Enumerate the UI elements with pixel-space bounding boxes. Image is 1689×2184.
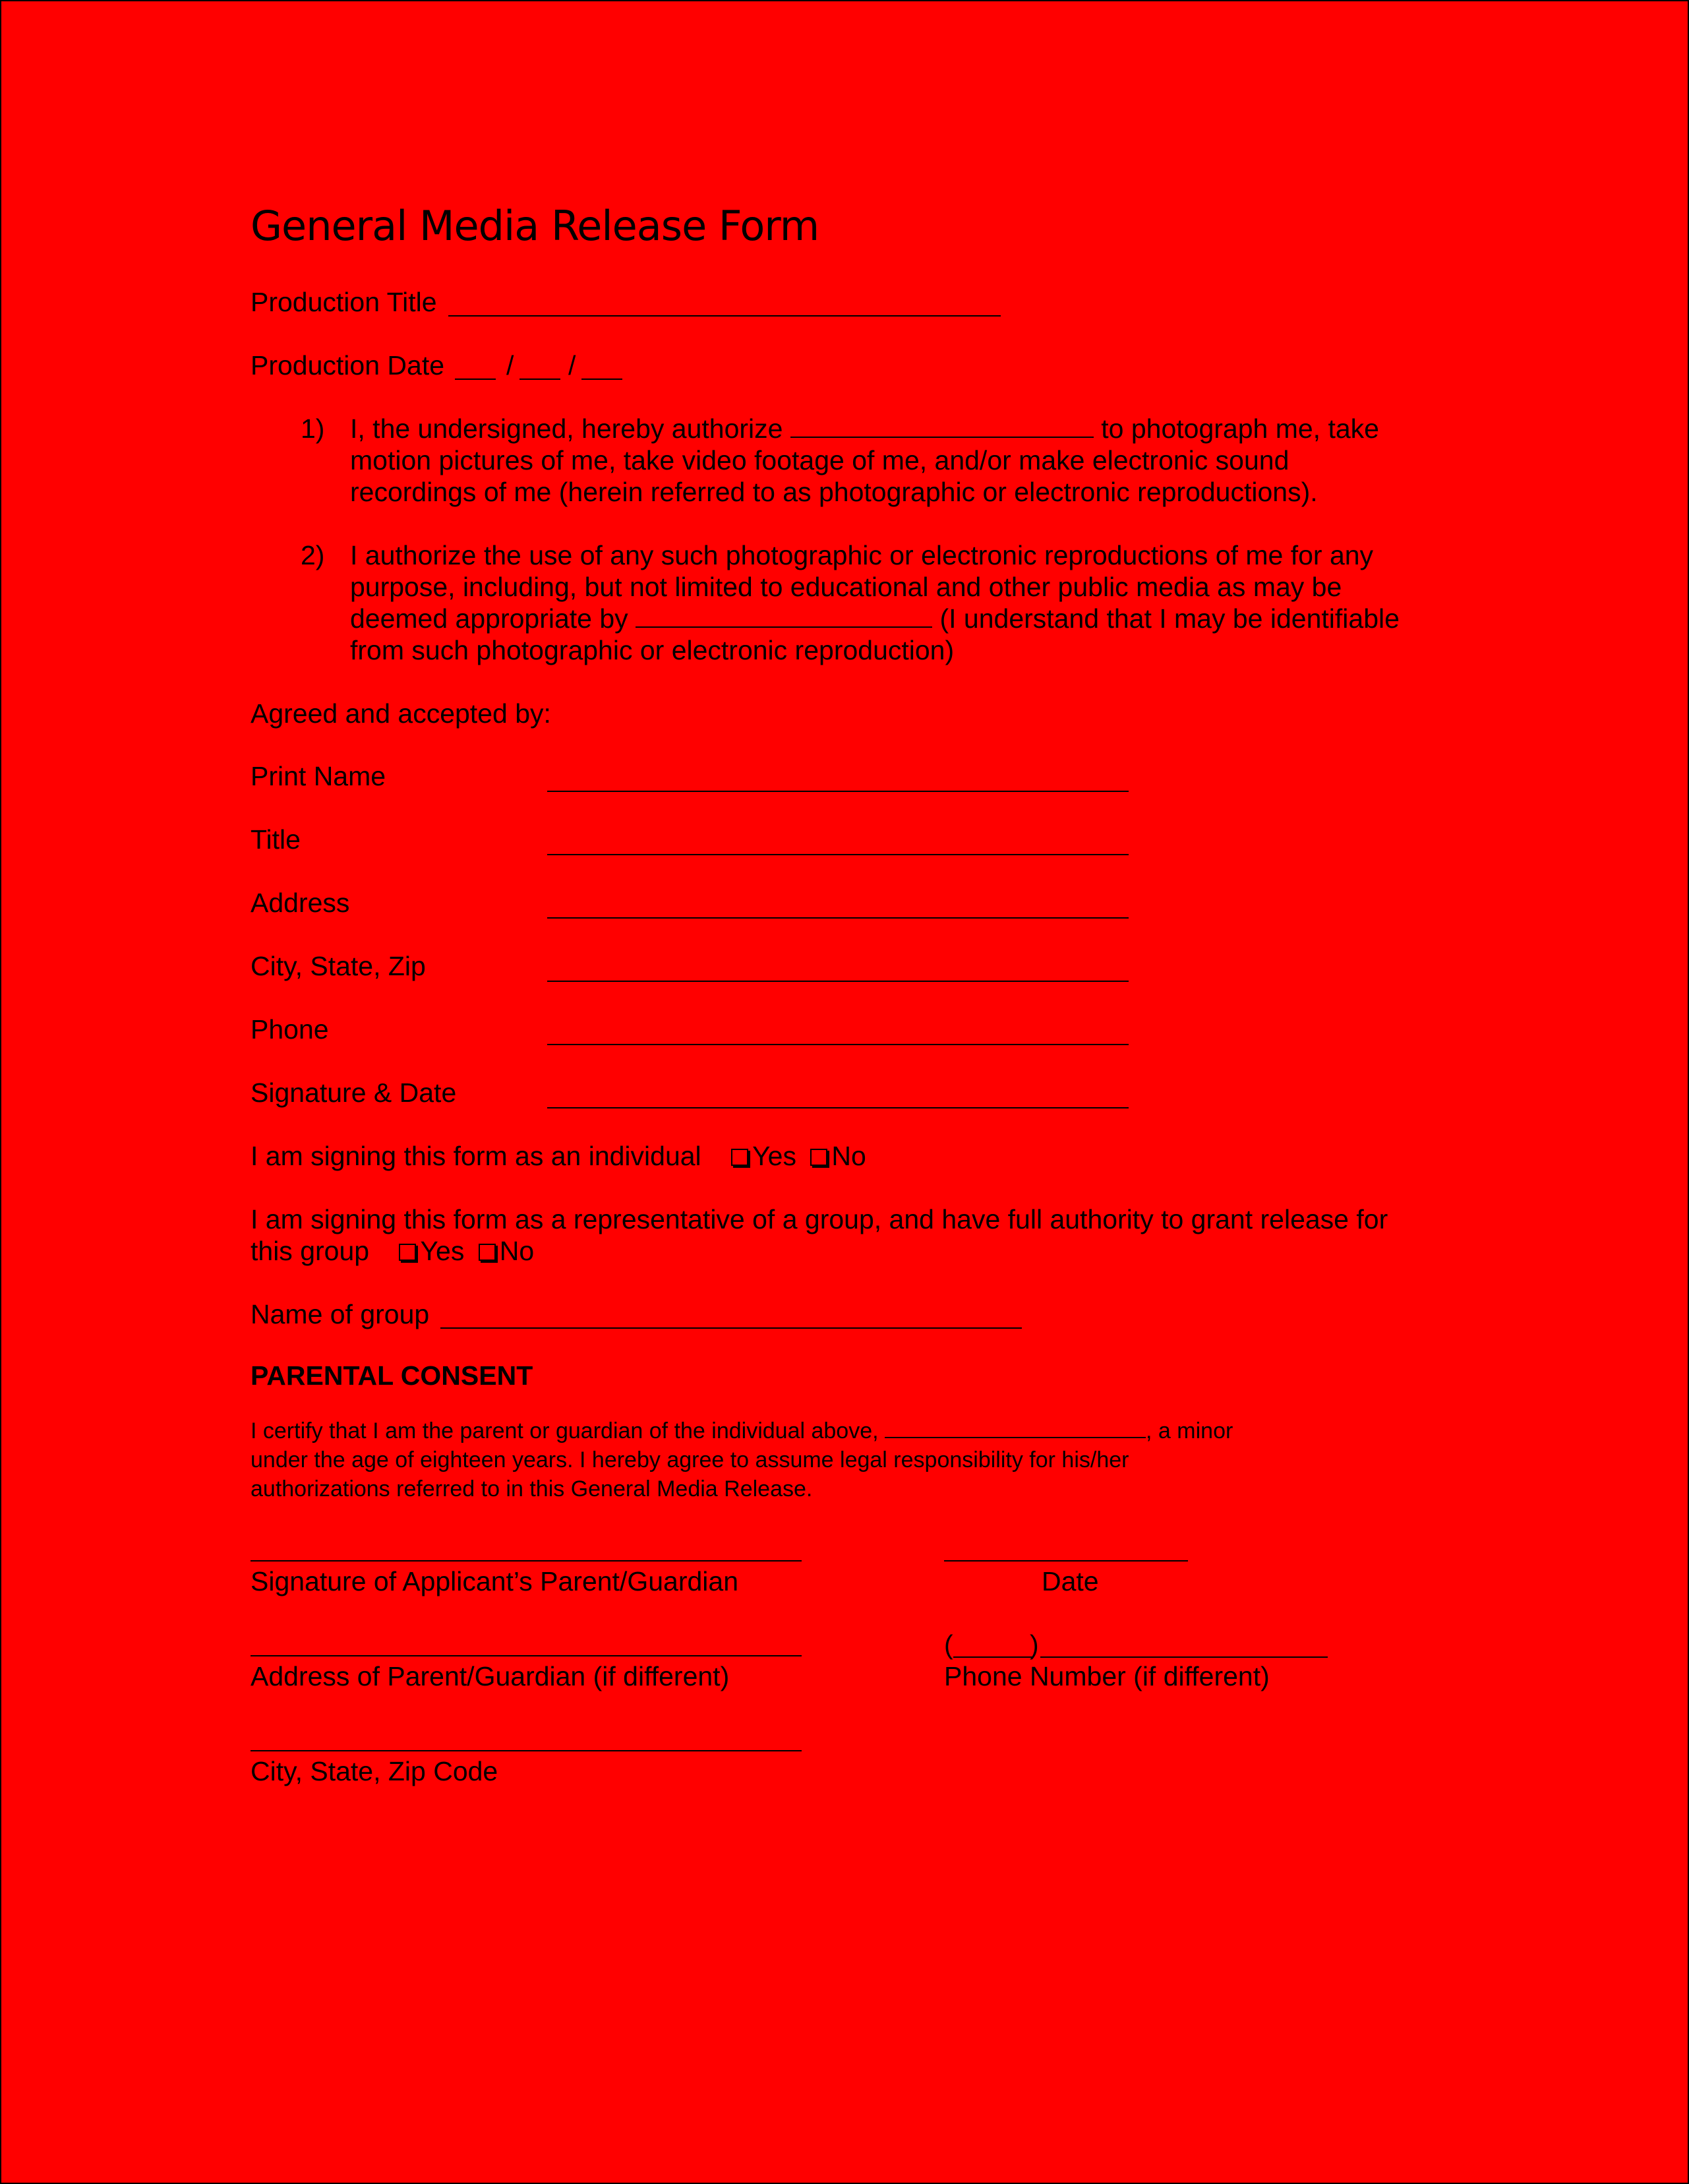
signature-date-input[interactable] bbox=[547, 1107, 1129, 1108]
parent-city-state-zip-label: City, State, Zip Code bbox=[251, 1756, 498, 1786]
phone-area-code-open: ( bbox=[944, 1629, 953, 1660]
group-question-line1: I am signing this form as a representative of a group, and have full authority to grant release for bbox=[251, 1204, 1388, 1234]
individual-question-row bbox=[251, 1140, 866, 1172]
authorization-text: I, the undersigned, hereby authorize bbox=[350, 413, 783, 444]
no-label: No bbox=[831, 1141, 866, 1171]
address-input[interactable] bbox=[547, 917, 1129, 919]
individual-no-checkbox[interactable] bbox=[810, 1149, 827, 1166]
authorization-text-continued: to photograph me, take motion pictures of me, take video footage of me, and/or make electronic sound recordings of me (herein referred to as photographic or electronic reproductions). bbox=[350, 413, 1379, 507]
parent-phone-label: Phone Number (if different) bbox=[944, 1661, 1270, 1691]
appropriate-party-input[interactable] bbox=[636, 604, 932, 628]
title-label: Title bbox=[251, 824, 301, 855]
city-state-zip-input[interactable] bbox=[547, 981, 1129, 982]
parental-consent-text-minor: , a minor bbox=[1146, 1418, 1233, 1443]
usage-text: I authorize the use of any such photographic or electronic reproductions of me for any purpose, including, but not limited to educational and other public media as may be deemed appropriate by bbox=[350, 540, 1374, 634]
parent-date-label: Date bbox=[1042, 1566, 1099, 1596]
production-date-label: Production Date bbox=[251, 350, 445, 380]
parent-date-input[interactable] bbox=[944, 1560, 1188, 1562]
minor-name-input[interactable] bbox=[885, 1418, 1146, 1438]
print-name-label: Print Name bbox=[251, 761, 386, 791]
phone-label: Phone bbox=[251, 1014, 329, 1045]
production-date-year-input[interactable] bbox=[581, 379, 622, 380]
group-question-line2: this group bbox=[251, 1236, 370, 1266]
parental-consent-heading: PARENTAL CONSENT bbox=[251, 1360, 533, 1391]
group-yes-checkbox[interactable] bbox=[399, 1244, 416, 1261]
city-state-zip-label: City, State, Zip bbox=[251, 951, 426, 981]
parent-address-input[interactable] bbox=[251, 1655, 802, 1656]
parent-signature-label: Signature of Applicant’s Parent/Guardian bbox=[251, 1566, 739, 1596]
parent-phone-number-input[interactable] bbox=[1040, 1656, 1328, 1658]
parent-phone-area-code-input[interactable] bbox=[953, 1656, 1034, 1658]
group-name-label: Name of group bbox=[251, 1299, 430, 1329]
date-separator: / bbox=[506, 350, 514, 380]
parental-consent-line1 bbox=[251, 1416, 1233, 1445]
title-input[interactable] bbox=[547, 854, 1129, 855]
yes-label: Yes bbox=[752, 1141, 796, 1171]
parent-address-label: Address of Parent/Guardian (if different) bbox=[251, 1661, 730, 1691]
item-number: 2) bbox=[301, 540, 325, 570]
parent-city-state-zip-input[interactable] bbox=[251, 1750, 802, 1751]
date-separator: / bbox=[568, 350, 576, 380]
production-date-month-input[interactable] bbox=[455, 379, 496, 380]
parental-consent-line2: under the age of eighteen years. I hereby agree to assume legal responsibility for his/her bbox=[251, 1447, 1129, 1472]
form-title: General Media Release Form bbox=[251, 202, 819, 250]
item-number: 1) bbox=[301, 413, 325, 444]
authorization-paragraph-1 bbox=[350, 413, 1418, 508]
group-name-input[interactable] bbox=[440, 1327, 1022, 1329]
agreed-label: Agreed and accepted by: bbox=[251, 698, 551, 729]
address-label: Address bbox=[251, 888, 350, 918]
signature-date-label: Signature & Date bbox=[251, 1077, 457, 1108]
authorized-party-input[interactable] bbox=[790, 414, 1094, 438]
authorization-paragraph-2 bbox=[350, 539, 1431, 666]
individual-yes-checkbox[interactable] bbox=[731, 1149, 748, 1166]
phone-input[interactable] bbox=[547, 1044, 1129, 1045]
individual-question: I am signing this form as an individual bbox=[251, 1141, 701, 1171]
group-question-row bbox=[251, 1235, 534, 1267]
production-title-label: Production Title bbox=[251, 287, 437, 317]
usage-text-continued: (I understand that I may be identifiable from such photographic or electronic reproduction) bbox=[350, 603, 1400, 665]
group-no-checkbox[interactable] bbox=[479, 1244, 496, 1261]
production-title-input[interactable] bbox=[448, 315, 1001, 317]
production-date-day-input[interactable] bbox=[519, 379, 560, 380]
parental-consent-line3: authorizations referred to in this General Media Release. bbox=[251, 1476, 813, 1502]
print-name-input[interactable] bbox=[547, 791, 1129, 792]
no-label: No bbox=[499, 1236, 535, 1266]
yes-label: Yes bbox=[420, 1236, 465, 1266]
parental-consent-text: I certify that I am the parent or guardian of the individual above, bbox=[251, 1418, 879, 1443]
phone-area-code-close: ) bbox=[1030, 1629, 1039, 1660]
parent-signature-input[interactable] bbox=[251, 1560, 802, 1562]
